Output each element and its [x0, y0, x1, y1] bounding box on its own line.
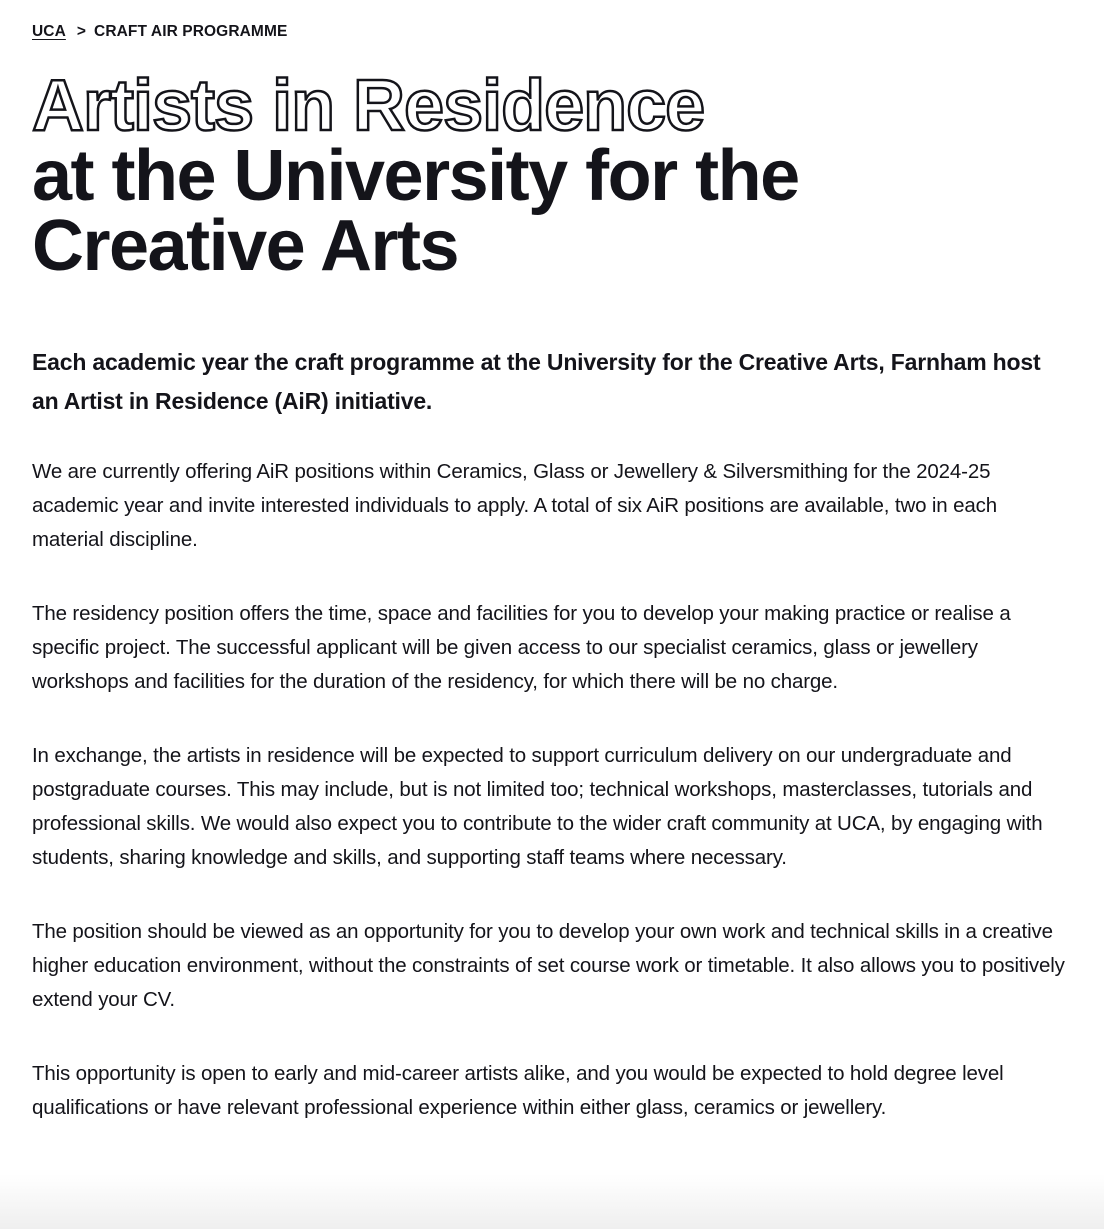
breadcrumb-current-page: CRAFT AIR PROGRAMME — [94, 23, 288, 40]
body-paragraph-eligibility: This opportunity is open to early and mid-career artists alike, and you would be expected to hold degree level qualifications or have relevant professional experience within either glass, ceramics or jewellery. — [32, 1062, 1004, 1119]
page-title — [32, 66, 1072, 286]
breadcrumb-link-uca[interactable]: UCA — [32, 23, 66, 40]
page-title-line-2: Creative Arts — [32, 206, 459, 286]
body-paragraph-positions: We are currently offering AiR positions within Ceramics, Glass or Jewellery & Silversmithing for the 2024-25 academic year and invite interested individuals to apply. A total of six AiR positions are available, two in each material discipline. — [32, 460, 997, 551]
body-paragraph-exchange: In exchange, the artists in residence will be expected to support curriculum delivery on our undergraduate and postgraduate courses. This may include, but is not limited too; technical workshops, masterclasses, tutorials and professional skills. We would also expect you to contribute to the wider craft community at UCA, by engaging with students, sharing knowledge and skills, and supporting staff teams where necessary. — [32, 744, 1043, 869]
body-paragraph-residency: The residency position offers the time, space and facilities for you to develop your making practice or realise a specific project. The successful applicant will be given access to our specialist ceramics, glass or jewellery workshops and facilities for the duration of the residency, for which there will be no charge. — [32, 602, 1011, 693]
breadcrumb — [32, 0, 1072, 43]
body-paragraph-opportunity: The position should be viewed as an opportunity for you to develop your own work and technical skills in a creative higher education environment, without the constraints of set course work or timetable. It also allows you to positively extend your CV. — [32, 920, 1065, 1011]
page-title-line-1: at the University for the — [32, 136, 799, 216]
breadcrumb-separator: > — [76, 23, 87, 40]
bottom-fade-overlay — [0, 1174, 1104, 1229]
page-title-outline-line: Artists in Residence — [32, 66, 705, 146]
intro-paragraph: Each academic year the craft programme at the University for the Creative Arts, Farnham host an Artist in Residence (AiR) initiative. — [32, 349, 1041, 414]
